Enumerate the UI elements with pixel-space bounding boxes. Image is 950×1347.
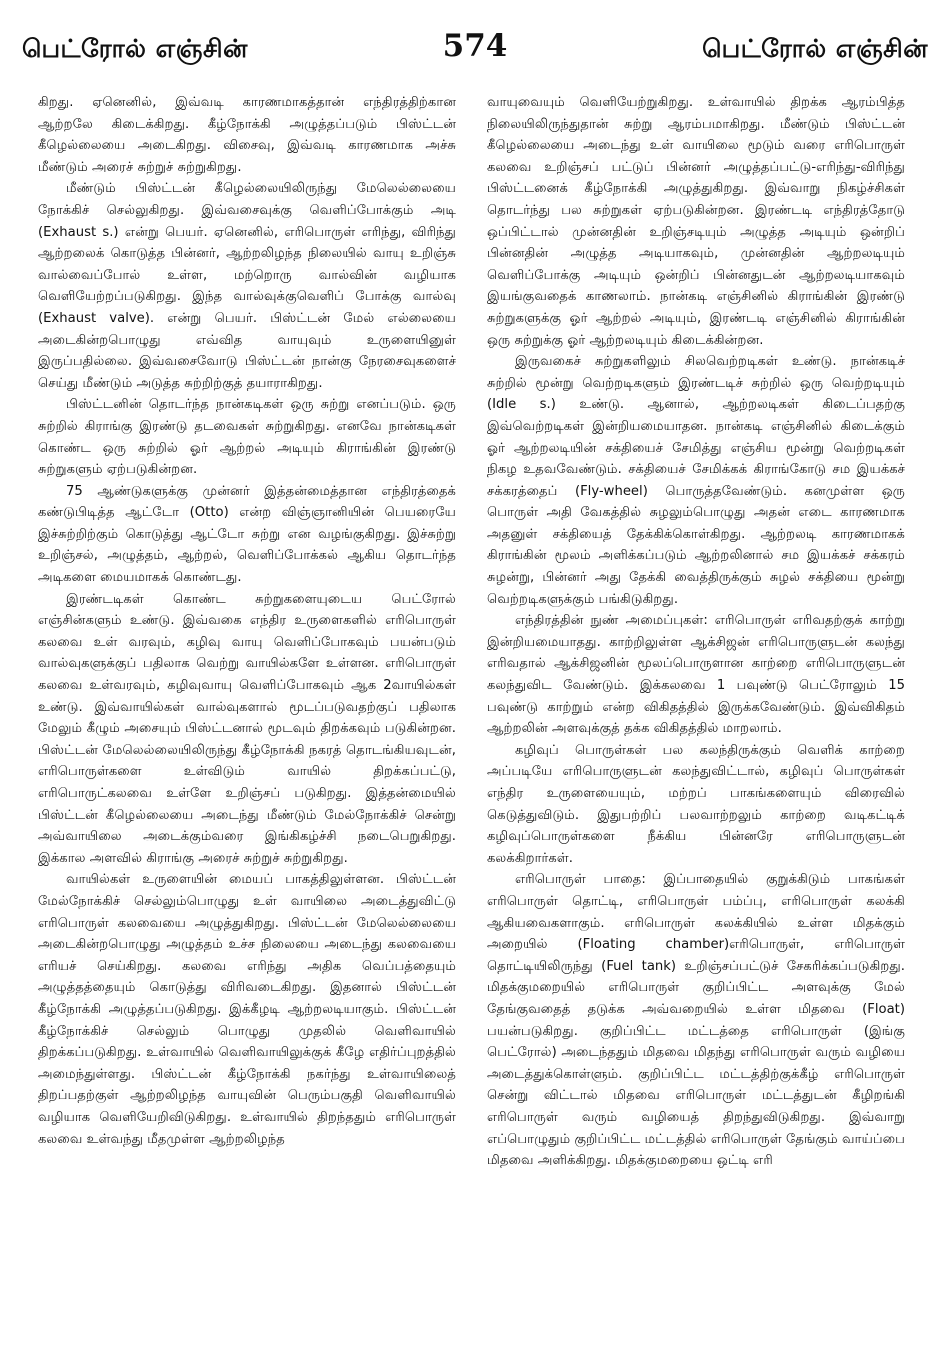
paragraph: எரிபொருள் பாதை: இப்பாதையில் குறுக்கிடும் பாகங்கள் எரிபொருள் தொட்டி, எரிபொருள் பம்ப்பு, எரிபொருள் கலக்கி ஆகியவைகளாகும். எரிபொருள் கலக்கியில் உள்ள மிதக்கும் அறையில் (Floating chamber)எரிபொருள், எரிபொருள் தொட்டியிலிருந்து (Fuel tank) உறிஞ்சப்பட்டுச் சேகரிக்கப்படுகிறது. மிதக்குமறையில் எரிபொருள் குறிப்பிட்ட அளவுக்கு மேல் தேங்குவதைத் தடுக்க அவ்வறையில் உள்ள மிதவை (Float) பயன்படுகிறது. குறிப்பிட்ட மட்டத்தை எரிபொருள் (இங்கு பெட்ரோல்) அடைந்ததும் மிதவை மிதந்து எரிபொருள் வரும் வழியை அடைத்துக்கொள்ளும். குறிப்பிட்ட மட்டத்திற்குக்கீழ் எரிபொருள் சென்று விட்டால் மிதவை எரிபொருள் மட்டத்துடன் கீழிறங்கி எரிபொருள் வரும் வழியைத் திறந்துவிடுகிறது. இவ்வாறு எப்பொழுதும் குறிப்பிட்ட மட்டத்தில் எரிபொருள் தேங்கும் வாய்ப்பை மிதவை அளிக்கிறது. மிதக்குமறையை ஒட்டி எரி	[487, 872, 905, 1169]
paragraph: எந்திரத்தின் நுண் அமைப்புகள்: எரிபொருள் எரிவதற்குக் காற்று இன்றியமையாதது. காற்றிலுள்ள ஆக்சிஜன் எரிபொருளுடன் கலந்து எரிவதால் ஆக்சிஜனின் மூலப்பொருளான காற்றை எரிபொருளுடன் கலந்துவிட வேண்டும். இக்கலவை 1 பவுண்டு பெட்ரோலும் 15 பவுண்டு காற்றும் என்ற விகிதத்தில் இருக்கவேண்டும். இவ்விகிதம் ஆற்றலின் அளவுக்குத் தக்க விகிதத்தில் மாறலாம்.	[487, 613, 905, 737]
paragraph: இரண்டடிகள் கொண்ட சுற்றுகளையுடைய பெட்ரோல் எஞ்சின்களும் உண்டு. இவ்வகை எந்திர உருளைகளில் எரிபொருள் கலவை உள் வரவும், கழிவு வாயு வெளிப்போகவும் பயன்படும் வால்வுகளுக்குப் பதிலாக வெற்று வாயில்களே உள்ளன. எரிபொருள் கலவை உள்வரவும், கழிவுவாயு வெளிப்போகவும் ஆக 2வாயில்கள் உண்டு. இவ்வாயில்கள் வால்வுகளால் மூடப்படுவதற்குப் பதிலாக மேலும் கீழும் அசையும் பிஸ்ட்டனால் மூடவும் திறக்கவும் படுகின்றன. பிஸ்ட்டன் மேலெல்லையிலிருந்து கீழ்நோக்கி நகரத் தொடங்கியவுடன், எரிபொருள்களை உள்விடும் வாயில் திறக்கப்பட்டு, எரிபொருட்கலவை உள்ளே உறிஞ்சப் படுகிறது. இத்தன்மையில் பிஸ்ட்டன் கீழெல்லையை அடைந்து மீண்டும் மேல்நோக்கிச் சென்று அவ்வாயிலை அடைக்கும்வரை இங்கிகழ்ச்சி நடைபெறுகிறது. இக்கால அளவில் கிராங்கு அரைச் சுற்றுச் சுற்றுகிறது.	[38, 591, 456, 866]
paragraph: வாயில்கள் உருளையின் மையப் பாகத்திலுள்ளன. பிஸ்ட்டன் மேல்நோக்கிச் செல்லும்பொழுது உள் வாயிலை அடைத்துவிட்டு எரிபொருள் கலவையை அழுத்துகிறது. பிஸ்ட்டன் மேலெல்லையை அடைகின்றபொழுது அழுத்தம் உச்ச நிலையை அடைந்து கலவையை எரியச் செய்கிறது. கலவை எரிந்து அதிக வெப்பத்தையும் அழுத்தத்தையும் கொடுத்து விரிவடைகிறது. இதனால் பிஸ்ட்டன் கீழ்நோக்கி அழுத்தப்படுகிறது. இக்கீழடி ஆற்றலடியாகும். பிஸ்ட்டன் கீழ்நோக்கிச் செல்லும் பொழுது முதலில் வெளிவாயில் திறக்கப்படுகிறது. உள்வாயில் வெளிவாயிலுக்குக் கீழே எதிர்ப்புறத்தில் அமைந்துள்ளது. பிஸ்ட்டன் கீழ்நோக்கி நகர்ந்து உள்வாயிலைத் திறப்பதற்குள் ஆற்றலிழந்த வாயுவின் பெரும்பகுதி வெளிவாயில் வழியாக வெளியேறிவிடுகிறது. உள்வாயில் திறந்ததும் எரிபொருள் கலவை உள்வந்து மீதமுள்ள ஆற்றலிழந்த	[38, 872, 456, 1147]
right-column	[487, 92, 905, 1327]
running-head-left: பெட்ரோல் எஞ்சின்	[22, 34, 248, 63]
page-number: 574	[442, 28, 508, 64]
paragraph: வாயுவையும் வெளியேற்றுகிறது. உள்வாயில் திறக்க ஆரம்பித்த நிலையிலிருந்துதான் சுற்று ஆரம்பமாகிறது. மீண்டும் பிஸ்ட்டன் கீழெல்லையை அடைந்து உள் வாயிலை மூடும் வரை எரிபொருள் கலவை உறிஞ்சப் பட்டுப் பின்னர் அழுத்தப்பட்டு-எரிந்து-விரிந்து பிஸ்ட்டனைக் கீழ்நோக்கி அழுத்துகிறது. இவ்வாறு நிகழ்ச்சிகள் தொடர்ந்து பல சுற்றுகள் ஏற்படுகின்றன. இரண்டடி எந்திரத்தோடு ஒப்பிட்டால் முன்னதின் உறிஞ்சடியும் அழுத்த அடியும் ஒன்றிப் பின்னதின் அழுத்த அடியாகவும், முன்னதின் ஆற்றலடியும் வெளிப்போக்கு அடியும் ஒன்றிப் பின்னதுடன் ஆற்றலடியாகவும் இயங்குவதைக் காணலாம். நான்கடி எஞ்சினில் கிராங்கின் இரண்டு சுற்றுகளுக்கு ஓர் ஆற்றல் அடியும், இரண்டடி எஞ்சினில் கிராங்கின் ஒரு சுற்றுக்கு ஓர் ஆற்றலடியும் கிடைக்கின்றன.	[487, 95, 905, 348]
left-column	[38, 92, 456, 1327]
running-head-right: பெட்ரோல் எஞ்சின்	[702, 34, 928, 63]
page-header	[22, 28, 928, 76]
paragraph: கிறது. ஏனெனில், இவ்வடி காரணமாகத்தான் எந்திரத்திற்கான ஆற்றலே கிடைக்கிறது. கீழ்நோக்கி அழுத்தப்படும் பிஸ்ட்டன் கீழெல்லையை அடைகிறது. விசைவு, இவ்வடி காரணமாக அச்சு மீண்டும் அரைச் சுற்றுச் சுற்றுகிறது.	[38, 95, 456, 175]
paragraph: 75 ஆண்டுகளுக்கு முன்னர் இத்தன்மைத்தான எந்திரத்தைக் கண்டுபிடித்த ஆட்டோ (Otto) என்ற விஞ்ஞானியின் பெயரையே இச்சுற்றிற்கும் கொடுத்து ஆட்டோ சுற்று என வழங்குகிறது. இச்சுற்று உறிஞ்சல், அழுத்தம், ஆற்றல், வெளிப்போக்கல் ஆகிய தொடர்ந்த அடிகளை மையமாகக் கொண்டது.	[38, 483, 456, 586]
paragraph: பிஸ்ட்டனின் தொடர்ந்த நான்கடிகள் ஒரு சுற்று எனப்படும். ஒரு சுற்றில் கிராங்கு இரண்டு தடவைகள் சுற்றுகிறது. எனவே நான்கடிகள் கொண்ட ஒரு சுற்றில் ஓர் ஆற்றல் அடியும் கிராங்கின் இரண்டு சுற்றுகளும் ஏற்படுகின்றன.	[38, 397, 456, 478]
paragraph: மீண்டும் பிஸ்ட்டன் கீழெல்லையிலிருந்து மேலெல்லையை நோக்கிச் செல்லுகிறது. இவ்வசைவுக்கு வெளிப்போக்கும் அடி (Exhaust s.) என்று பெயர். ஏனெனில், எரிபொருள் எரிந்து, விரிந்து ஆற்றலைக் கொடுத்த பின்னர், ஆற்றலிழந்த நிலையில் வாயு உறிஞ்சு வால்வைப்போல் உள்ள, மற்றொரு வால்வின் வழியாக வெளியேற்றப்படுகிறது. இந்த வால்வுக்குவெளிப் போக்கு வால்வு (Exhaust valve). என்று பெயர். பிஸ்ட்டன் மேல் எல்லையை அடைகின்றபொழுது எவ்வித வாயுவும் உருளையினுள் இருப்பதில்லை. இவ்வசைவோடு பிஸ்ட்டன் நான்கு நேரசைவுகளைச் செய்து மீண்டும் அடுத்த சுற்றிற்குத் தயாராகிறது.	[38, 181, 456, 391]
paragraph: இருவகைச் சுற்றுகளிலும் சிலவெற்றடிகள் உண்டு. நான்கடிச் சுற்றில் மூன்று வெற்றடிகளும் இரண்டடிச் சுற்றில் ஒரு வெற்றடியும் (Idle s.) உண்டு. ஆனால், ஆற்றலடிகள் கிடைப்பதற்கு இவ்வெற்றடிகள் இன்றியமையாதன. நான்கடி எஞ்சினில் கிடைக்கும் ஓர் ஆற்றலடியின் சக்தியைச் சேமித்து எஞ்சிய மூன்று வெற்றடிகள் நிகழ உதவவேண்டும். சக்தியைச் சேமிக்கக் கிராங்கோடு சம இயக்கச் சக்கரத்தைப் (Fly-wheel) பொருத்தவேண்டும். கனமுள்ள ஒரு பொருள் அதி வேகத்தில் சுழலும்பொழுது அதன் எடை காரணமாக அதனுள் சக்தியைத் தேக்கிக்கொள்கிறது. ஆற்றலடி காரணமாகக் கிராங்கின் மூலம் அளிக்கப்படும் ஆற்றலினால் சம இயக்கச் சக்கரம் சுழன்று, பின்னர் அது தேக்கி வைத்திருக்கும் சுழல் சக்தியை மூன்று வெற்றடிகளுக்கும் பங்கிடுகிறது.	[487, 354, 905, 607]
paragraph: கழிவுப் பொருள்கள் பல கலந்திருக்கும் வெளிக் காற்றை அப்படியே எரிபொருளுடன் கலந்துவிட்டால், கழிவுப் பொருள்கள் எந்திர உருளையையும், மற்றப் பாகங்களையும் விரைவில் கெடுத்துவிடும். இதுபற்றிப் பலவாற்றலும் காற்றை வடிகட்டிக் கழிவுப்பொருள்களை நீக்கிய பின்னரே எரிபொருளுடன் கலக்கிறார்கள்.	[487, 742, 905, 866]
